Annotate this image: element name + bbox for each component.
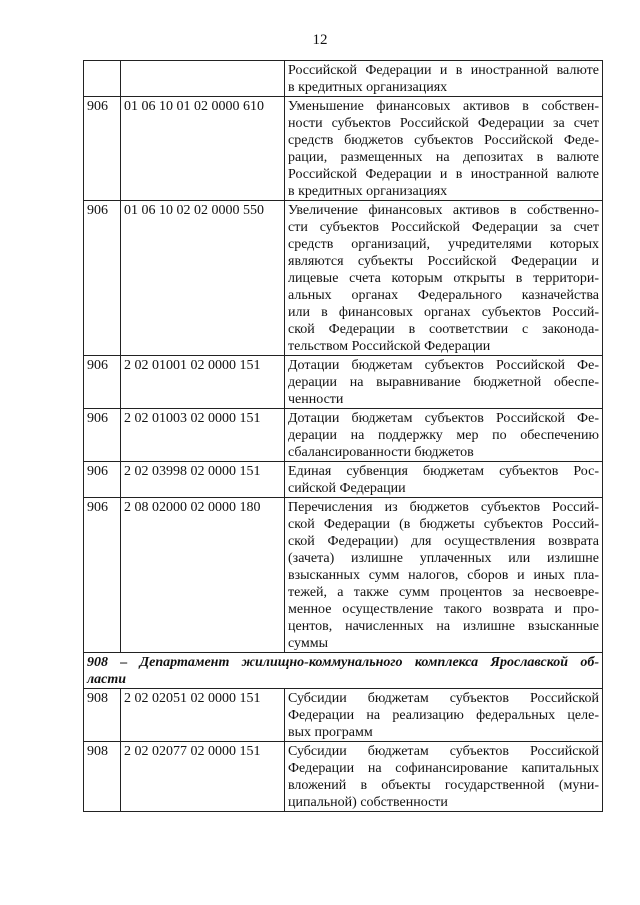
section-header-line: 908 – Департамент жилищно-коммунального комплекса Ярославской об- [87, 655, 599, 670]
description-cell [285, 689, 603, 742]
budget-code-cell: 2 02 02077 02 0000 151 [121, 742, 285, 812]
description-line: рации, размещенных на депозитах в валюте [288, 150, 599, 165]
description-line: Дотации бюджетам субъектов Российской Фе- [288, 411, 599, 426]
description-line: ской Федерации (в бюджеты субъектов Россий- [288, 517, 599, 532]
description-line: средств бюджетов субъектов Российской Феде- [288, 133, 599, 148]
section-header-line: ласти [87, 672, 127, 687]
table-row [84, 356, 603, 409]
table-row [84, 462, 603, 498]
description-line: сти субъектов Российской Федерации за счет [288, 220, 599, 235]
description-line: ской Федерации в соответствии с законода- [288, 322, 599, 337]
admin-code-cell: 906 [84, 409, 121, 462]
description-line: (зачета) излишне уплаченных или излишне [288, 551, 599, 566]
description-line: дерации на выравнивание бюджетной обеспе- [288, 375, 599, 390]
budget-code-cell [121, 61, 285, 97]
admin-code-cell: 906 [84, 97, 121, 201]
budget-code-cell: 2 02 02051 02 0000 151 [121, 689, 285, 742]
description-line: Субсидии бюджетам субъектов Российской [288, 691, 599, 706]
table-row [84, 97, 603, 201]
description-cell [285, 409, 603, 462]
budget-code-cell: 2 08 02000 02 0000 180 [121, 498, 285, 653]
budget-code-cell: 2 02 01001 02 0000 151 [121, 356, 285, 409]
description-line: Российской Федерации и в иностранной валюте [288, 167, 599, 182]
admin-code-cell: 908 [84, 689, 121, 742]
description-cell [285, 61, 603, 97]
admin-code-cell: 906 [84, 498, 121, 653]
description-line: Субсидии бюджетам субъектов Российской [288, 744, 599, 759]
section-header-row [84, 653, 603, 689]
description-line: Единая субвенция бюджетам субъектов Рос- [288, 464, 599, 479]
table-row [84, 201, 603, 356]
description-line: вых программ [288, 725, 373, 740]
table-row [84, 409, 603, 462]
table-row [84, 742, 603, 812]
description-line: Дотации бюджетам субъектов Российской Фе- [288, 358, 599, 373]
budget-code-cell: 01 06 10 02 02 0000 550 [121, 201, 285, 356]
admin-code-cell: 906 [84, 356, 121, 409]
description-line: ципальной) собственности [288, 795, 448, 810]
description-line: тельством Российской Федерации [288, 339, 491, 354]
description-line: ской Федерации) для осуществления возврата [288, 534, 599, 549]
admin-code-cell [84, 61, 121, 97]
description-line: дерации на поддержку мер по обеспечению [288, 428, 599, 443]
description-line: Российской Федерации и в иностранной валюте [288, 63, 599, 78]
budget-code-cell: 2 02 01003 02 0000 151 [121, 409, 285, 462]
description-line: ности субъектов Российской Федерации за счет [288, 116, 599, 131]
section-header [84, 653, 603, 689]
description-line: альных органах Федерального казначейства [288, 288, 599, 303]
description-line: являются субъекты Российской Федерации и [288, 254, 599, 269]
description-line: ченности [288, 392, 344, 407]
description-line: Федерации на реализацию федеральных целе- [288, 708, 599, 723]
description-line: Перечисления из бюджетов субъектов Россий- [288, 500, 599, 515]
description-cell [285, 462, 603, 498]
description-cell [285, 498, 603, 653]
description-line: средств организаций, учредителями которых [288, 237, 599, 252]
admin-code-cell: 906 [84, 462, 121, 498]
budget-code-cell: 01 06 10 01 02 0000 610 [121, 97, 285, 201]
budget-codes-table [83, 60, 603, 812]
description-line: или в финансовых органах субъектов Россий- [288, 305, 599, 320]
page-number: 12 [312, 32, 328, 48]
budget-code-cell: 2 02 03998 02 0000 151 [121, 462, 285, 498]
table-row [84, 498, 603, 653]
description-cell [285, 742, 603, 812]
description-line: в кредитных организациях [288, 80, 448, 95]
table-row [84, 689, 603, 742]
table-body [84, 61, 603, 812]
admin-code-cell: 908 [84, 742, 121, 812]
description-line: взысканных сумм налогов, сборов и иных пла- [288, 568, 599, 583]
description-line: лицевые счета которым открыты в территори- [288, 271, 599, 286]
description-line: суммы [288, 636, 328, 651]
description-line: Федерации на софинансирование капитальных [288, 761, 599, 776]
description-line: сбалансированности бюджетов [288, 445, 474, 460]
description-line: менное осуществление такого возврата и про- [288, 602, 599, 617]
description-cell [285, 201, 603, 356]
description-cell [285, 97, 603, 201]
description-line: в кредитных организациях [288, 184, 448, 199]
admin-code-cell: 906 [84, 201, 121, 356]
table-row [84, 61, 603, 97]
description-line: Увеличение финансовых активов в собственно- [288, 203, 599, 218]
description-line: центов, начисленных на излишне взысканные [288, 619, 599, 634]
description-line: сийской Федерации [288, 481, 406, 496]
description-cell [285, 356, 603, 409]
description-line: Уменьшение финансовых активов в собствен- [288, 99, 599, 114]
description-line: тежей, а также сумм процентов за несвоевре- [288, 585, 599, 600]
description-line: вложений в объекты государственной (муни- [288, 778, 599, 793]
